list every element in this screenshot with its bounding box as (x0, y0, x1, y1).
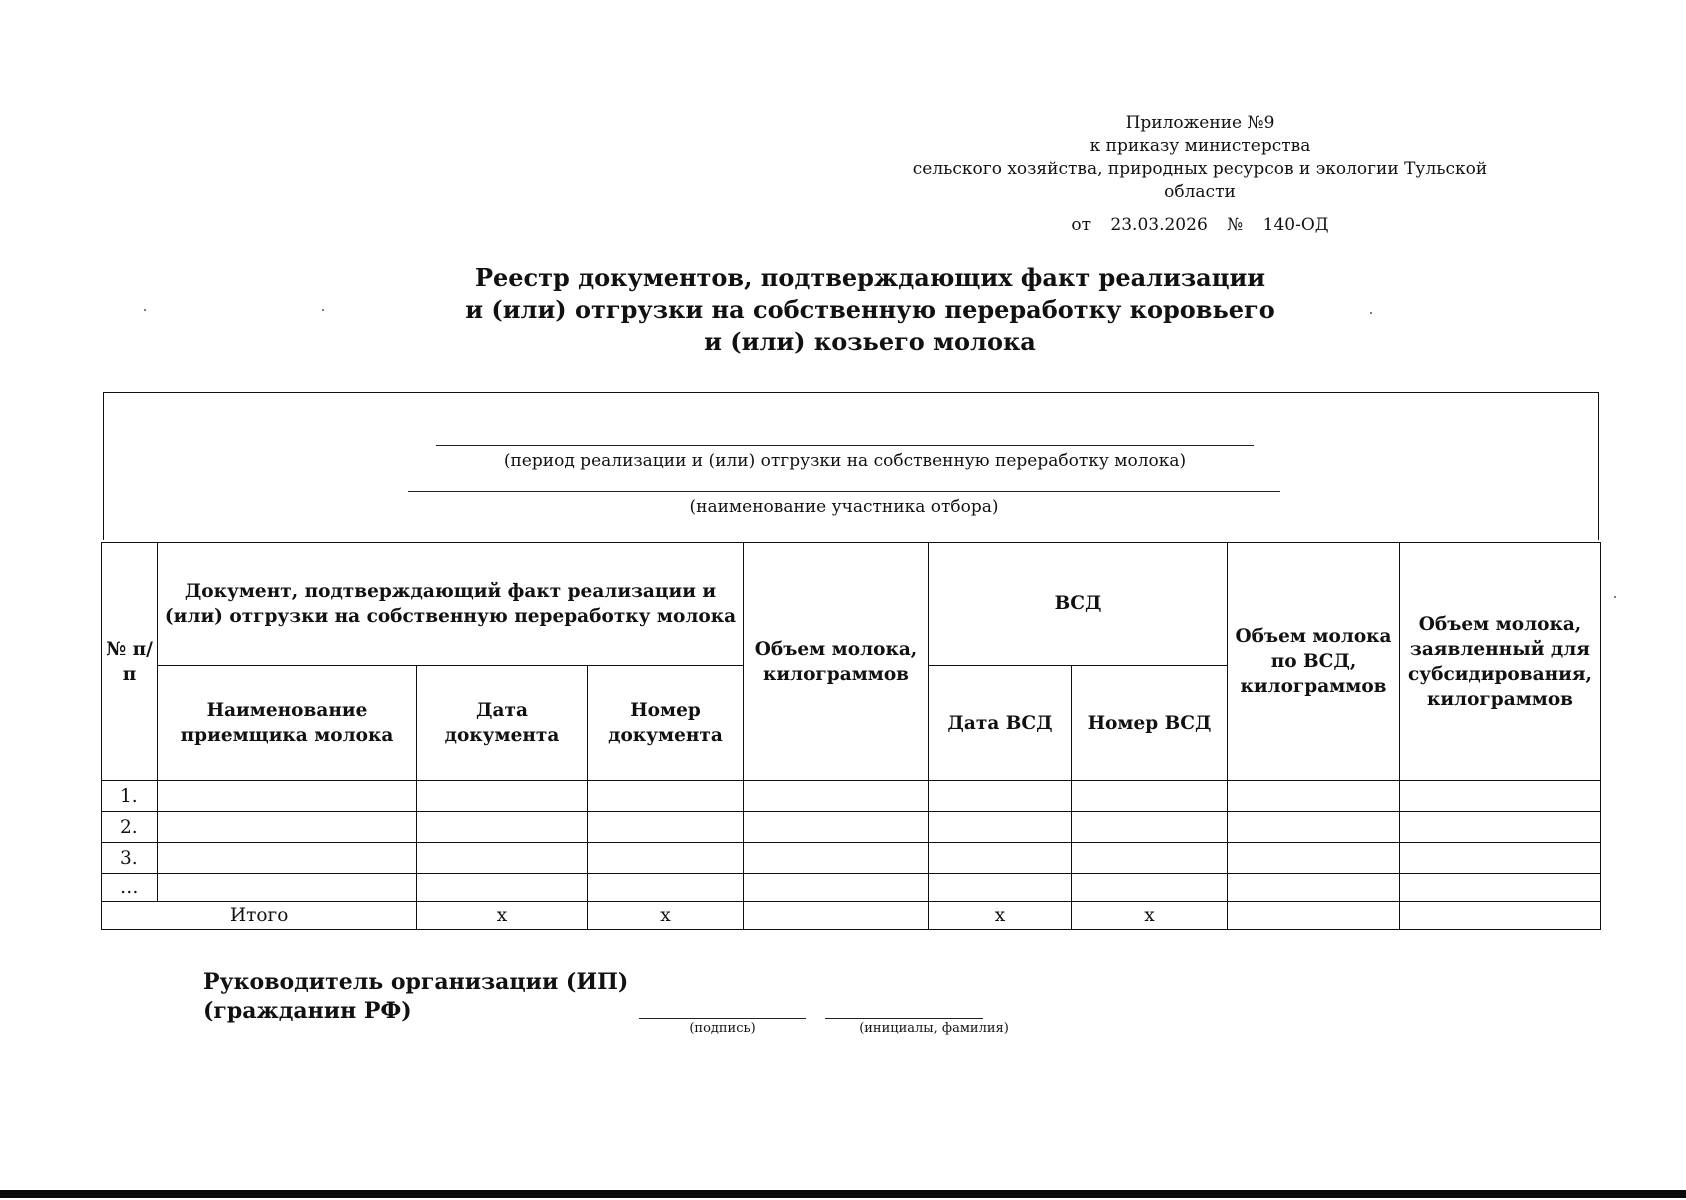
registry-table (101, 542, 1601, 930)
cell-subsidy-volume[interactable] (1400, 843, 1601, 874)
participant-fill-line[interactable] (408, 491, 1280, 492)
name-caption: (инициалы, фамилия) (859, 1021, 1009, 1036)
col-header-vsd-date: Дата ВСД (929, 666, 1072, 781)
period-fill-line[interactable] (436, 445, 1254, 446)
appendix-order-date-number (880, 214, 1520, 237)
order-number: 140-ОД (1262, 215, 1329, 235)
document-title-line-3: и (или) козьего молока (704, 327, 1036, 356)
total-document-date-mark: х (417, 902, 588, 930)
cell-vsd-date[interactable] (929, 781, 1072, 812)
signatory-title-line-2: (гражданин РФ) (203, 998, 412, 1024)
cell-milk-volume[interactable] (744, 781, 929, 812)
cell-subsidy-volume[interactable] (1400, 874, 1601, 902)
signatory-title (203, 968, 628, 1026)
col-header-receiver-name: Наименование приемщика молока (158, 666, 417, 781)
cell-vsd-number[interactable] (1072, 781, 1228, 812)
col-group-document: Документ, подтверждающий факт реализации и (или) отгрузки на собственную переработку молока (158, 543, 744, 666)
cell-receiver-name[interactable] (158, 874, 417, 902)
cell-milk-volume[interactable] (744, 843, 929, 874)
cell-vsd-date[interactable] (929, 812, 1072, 843)
scan-speck (1370, 312, 1372, 314)
col-header-row-number: № п/п (102, 543, 158, 781)
col-group-vsd: ВСД (929, 543, 1228, 666)
cell-vsd-number[interactable] (1072, 812, 1228, 843)
appendix-region: области (1164, 182, 1236, 202)
document-title-line-2: и (или) отгрузки на собственную переработку коровьего (465, 295, 1275, 324)
cell-document-number[interactable] (588, 843, 744, 874)
document-title-line-1: Реестр документов, подтверждающих факт реализации (474, 263, 1266, 292)
scan-speck (1614, 596, 1616, 598)
cell-vsd-number[interactable] (1072, 843, 1228, 874)
cell-vsd-volume[interactable] (1228, 781, 1400, 812)
participant-caption: (наименование участника отбора) (689, 497, 999, 517)
total-label: Итого (102, 902, 417, 930)
order-number-sign: № (1227, 215, 1244, 235)
cell-milk-volume[interactable] (744, 812, 929, 843)
total-vsd-number-mark: х (1072, 902, 1228, 930)
table-row (102, 781, 1601, 812)
row-number: 2. (102, 812, 158, 843)
appendix-title: Приложение №9 (1125, 113, 1275, 133)
document-title (340, 262, 1400, 358)
total-vsd-volume[interactable] (1228, 902, 1400, 930)
signatory-title-line-1: Руководитель организации (ИП) (203, 969, 629, 995)
row-number: … (102, 874, 158, 902)
name-fill-line[interactable] (825, 1018, 983, 1019)
appendix-header (880, 112, 1520, 237)
cell-document-date[interactable] (417, 812, 588, 843)
cell-subsidy-volume[interactable] (1400, 781, 1601, 812)
col-header-document-number: Номер документа (588, 666, 744, 781)
cell-vsd-date[interactable] (929, 843, 1072, 874)
table-row (102, 874, 1601, 902)
col-header-milk-volume: Объем молока, килограммов (744, 543, 929, 781)
cell-vsd-volume[interactable] (1228, 874, 1400, 902)
cell-subsidy-volume[interactable] (1400, 812, 1601, 843)
cell-vsd-number[interactable] (1072, 874, 1228, 902)
cell-document-date[interactable] (417, 874, 588, 902)
cell-document-number[interactable] (588, 781, 744, 812)
order-date: 23.03.2026 (1110, 215, 1208, 235)
cell-vsd-volume[interactable] (1228, 812, 1400, 843)
row-number: 3. (102, 843, 158, 874)
signature-caption: (подпись) (689, 1021, 756, 1036)
table-row (102, 843, 1601, 874)
cell-vsd-date[interactable] (929, 874, 1072, 902)
appendix-order-ref: к приказу министерства (1089, 136, 1311, 156)
scan-bottom-edge (0, 1190, 1686, 1198)
total-subsidy-volume[interactable] (1400, 902, 1601, 930)
total-document-number-mark: х (588, 902, 744, 930)
appendix-ministry: сельского хозяйства, природных ресурсов и экологии Тульской (912, 159, 1488, 179)
col-header-vsd-volume: Объем молока по ВСД, килограммов (1228, 543, 1400, 781)
cell-receiver-name[interactable] (158, 781, 417, 812)
period-caption: (период реализации и (или) отгрузки на собственную переработку молока) (503, 451, 1187, 471)
col-header-vsd-number: Номер ВСД (1072, 666, 1228, 781)
cell-receiver-name[interactable] (158, 812, 417, 843)
row-number: 1. (102, 781, 158, 812)
total-vsd-date-mark: х (929, 902, 1072, 930)
cell-document-date[interactable] (417, 781, 588, 812)
cell-milk-volume[interactable] (744, 874, 929, 902)
order-date-prefix: от (1071, 215, 1092, 235)
signature-fill-line[interactable] (639, 1018, 806, 1019)
col-header-document-date: Дата документа (417, 666, 588, 781)
cell-vsd-volume[interactable] (1228, 843, 1400, 874)
cell-document-number[interactable] (588, 812, 744, 843)
cell-receiver-name[interactable] (158, 843, 417, 874)
cell-document-number[interactable] (588, 874, 744, 902)
total-row (102, 902, 1601, 930)
table-row (102, 812, 1601, 843)
scan-speck (322, 309, 324, 311)
scan-speck (144, 309, 146, 311)
col-header-subsidy-volume: Объем молока, заявленный для субсидирования, килограммов (1400, 543, 1601, 781)
total-milk-volume[interactable] (744, 902, 929, 930)
cell-document-date[interactable] (417, 843, 588, 874)
